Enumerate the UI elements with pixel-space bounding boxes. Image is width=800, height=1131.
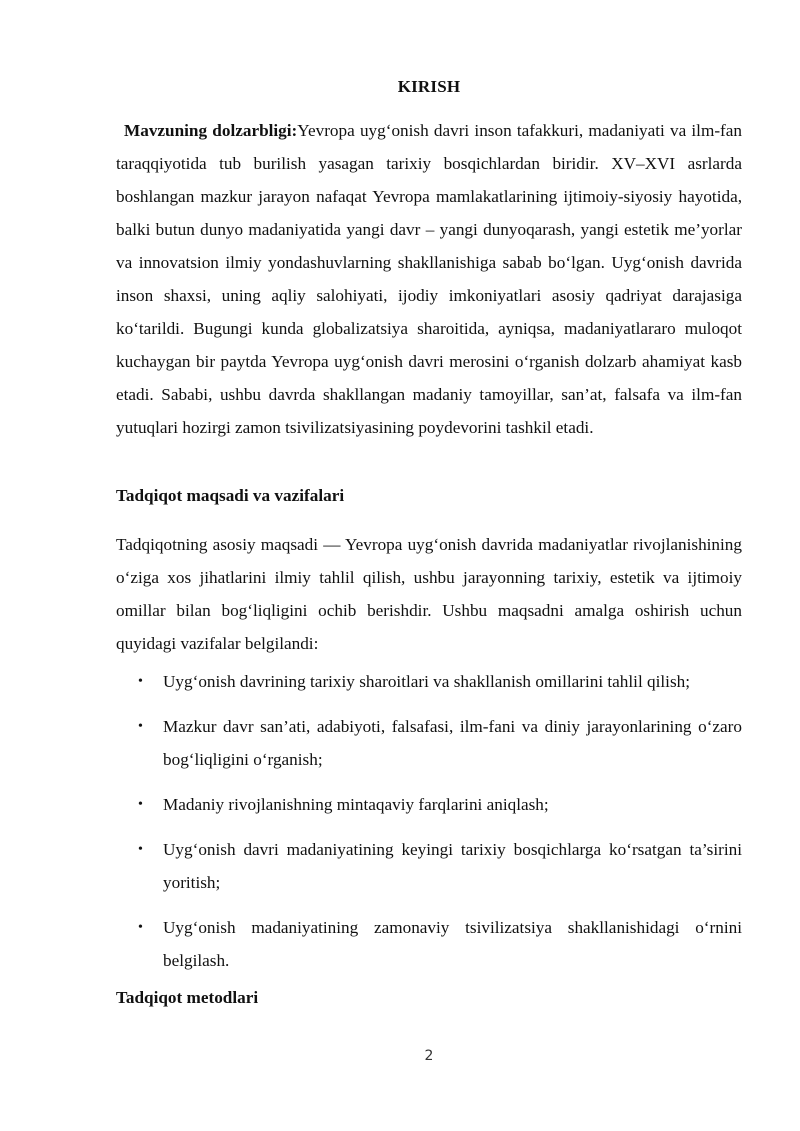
intro-text: Yevropa uyg‘onish davri inson tafakkuri, madaniyati va ilm-fan taraqqiyotida tub burilish yasagan tarixiy bosqichlardan biridir. XV–XVI asrlarda boshlangan mazkur jarayon nafaqat Yevropa mamlakatlarining ijtimoiy-siyosiy hayotida, balki butun dunyo madaniyatida yangi davr – yangi dunyoqarash, yangi estetik me’yorlar va innovatsion ilmiy yondashuvlarning shakllanishiga sabab bo‘lgan. Uyg‘onish davrida inson shaxsi, uning aqliy salohiyati, ijodiy imkoniyatlari asosiy qadriyat darajasiga ko‘tarildi. Bugungi kunda globalizatsiya sharoitida, ayniqsa, madaniyatlararo muloqot kuchaygan bir paytda Yevropa uyg‘onish davri merosini o‘rganish dolzarb ahamiyat kasb etadi. Sababi, ushbu davrda shakllangan madaniy tamoyillar, san’at, falsafa va ilm-fan yutuqlari hozirgi zamon tsivilizatsiyasining poydevorini tashkil etadi. [116,121,742,437]
goals-heading: Tadqiqot maqsadi va vazifalari [116,486,345,505]
page-number: 2 [424,1048,434,1064]
list-item [116,788,742,821]
bullet-icon: • [138,797,143,812]
bullet-icon: • [138,719,143,734]
list-item [116,833,742,899]
page-title: KIRISH [397,77,461,96]
list-item-text: Mazkur davr san’ati, adabiyoti, falsafasi, ilm-fani va diniy jarayonlarining o‘zaro bog‘liqligini o‘rganish; [163,717,742,769]
document-page [116,0,742,1131]
bullet-icon: • [138,920,143,935]
bullet-icon: • [138,842,143,857]
bullet-icon: • [138,674,143,689]
methods-heading: Tadqiqot metodlari [116,988,259,1007]
list-item [116,710,742,776]
list-item-text: Uyg‘onish madaniyatining zamonaviy tsivilizatsiya shakllanishidagi o‘rnini belgilash. [163,918,742,970]
tasks-list [116,665,742,989]
intro-lead: Mavzuning dolzarbligi: [124,121,298,140]
list-item [116,665,742,698]
list-item-text: Madaniy rivojlanishning mintaqaviy farqlarini aniqlash; [163,795,549,814]
goals-paragraph: Tadqiqotning asosiy maqsadi — Yevropa uyg‘onish davrida madaniyatlar rivojlanishining o‘ziga xos jihatlarini ilmiy tahlil qilish, ushbu jarayonning tarixiy, estetik va ijtimoiy omillar bilan bog‘liqligini ochib berishdir. Ushbu maqsadni amalga oshirish uchun quyidagi vazifalar belgilandi: [116,535,742,653]
list-item [116,911,742,977]
list-item-text: Uyg‘onish davrining tarixiy sharoitlari va shakllanish omillarini tahlil qilish; [163,672,691,691]
list-item-text: Uyg‘onish davri madaniyatining keyingi tarixiy bosqichlarga ko‘rsatgan ta’sirini yoritish; [163,840,742,892]
intro-paragraph [116,114,742,444]
